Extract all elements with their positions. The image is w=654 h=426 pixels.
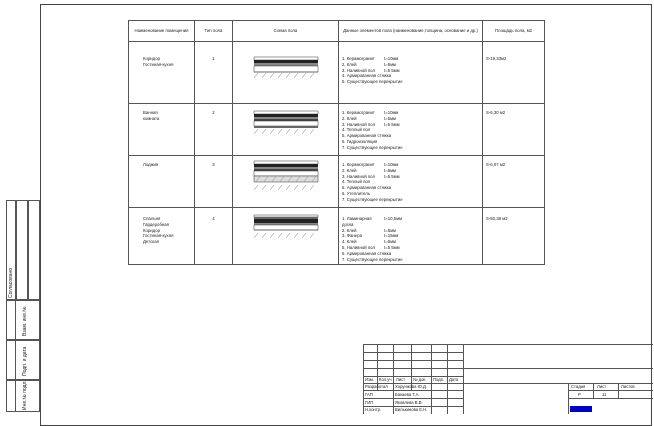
col-izm: Изм.	[365, 377, 374, 382]
layer-item: 7. Существующее перекрытие	[342, 144, 403, 150]
room-name: Спальня	[143, 216, 161, 221]
role-name: Хорунжова Ю.Д.	[395, 384, 427, 389]
layer-item: 4. Армированная стяжка	[342, 73, 392, 79]
layer-item: 2. Клей t=5мм	[342, 115, 397, 121]
elements-cell	[339, 104, 483, 156]
room-cell	[129, 156, 195, 208]
role-name: Яковлева В.В.	[395, 400, 423, 405]
layer-item: 5. Наливной пол t=5 5мм	[342, 244, 400, 250]
room-name: Лоджия	[143, 162, 159, 167]
layer-item: 4. Теплый пол	[342, 179, 371, 185]
role-label: Н.контр.	[365, 407, 382, 412]
area-cell: S-19,33м2	[483, 42, 545, 104]
title-block	[363, 344, 653, 414]
floor-section-diagram	[252, 160, 320, 194]
type-cell: 3	[195, 156, 233, 208]
floor-section-diagram	[252, 110, 320, 138]
room-name: Ванная	[143, 110, 158, 115]
role-name: Вилькинова Е.Н.	[395, 407, 428, 412]
room-name: комната	[143, 115, 160, 121]
type-cell: 4	[195, 208, 233, 265]
floor-table	[128, 20, 545, 265]
stage-value: Р	[578, 392, 581, 397]
side-stamp	[6, 200, 40, 412]
sign-date-label: Подп. и дата	[22, 346, 28, 376]
room-cell	[129, 42, 195, 104]
company-logo	[570, 406, 592, 412]
area-cell: S-6,07 м2	[483, 156, 545, 208]
layer-item: 5. Существующее перекрытие	[342, 79, 403, 85]
elements-cell	[339, 156, 483, 208]
layer-item: 1. Керамогранит t=10мм	[342, 110, 399, 115]
sheet-value: 11	[602, 392, 607, 397]
room-name: Коридор	[143, 227, 160, 233]
floor-section-diagram	[252, 56, 320, 82]
elements-cell	[339, 42, 483, 104]
layer-item: 7. Существующее перекрытие	[342, 196, 403, 202]
scheme-cell	[233, 156, 339, 208]
type-cell: 1	[195, 42, 233, 104]
area-cell: S-50,38 м2	[483, 208, 545, 265]
room-name: Коридор	[143, 56, 160, 61]
layer-item: 3. Наливной пол t=5 5мм	[342, 67, 400, 73]
col-sign: Подп.	[433, 377, 445, 382]
role-label: ГАП	[365, 392, 373, 397]
room-cell	[129, 208, 195, 265]
stage-label: Стадия	[571, 384, 586, 389]
layer-item: 5. Армированная стяжка	[342, 133, 392, 139]
layer-item: 1. Керамогранит t=10мм	[342, 56, 399, 61]
inv-orig-label: Инв.№ подл.	[22, 380, 28, 410]
layer-item: 6. Армированная стяжка	[342, 250, 392, 256]
layer-item: 2. Клей t=5мм	[342, 227, 397, 233]
role-name: Бакаева Т.А.	[395, 392, 420, 397]
layer-item: 3. Фанера t=15мм	[342, 233, 399, 239]
layer-item: 3. Наливной пол t=5 5мм	[342, 173, 400, 179]
layer-item: 1. Керамогранит t=10мм	[342, 162, 399, 167]
floor-section-diagram	[252, 214, 320, 242]
header-elements: Данные элементов пола (наименование,толщина, основание и др.)	[339, 21, 483, 42]
room-name: Гардеробная	[143, 221, 169, 227]
type-cell: 2	[195, 104, 233, 156]
layer-item: 6. Гидроизоляция	[342, 138, 378, 144]
table-row	[129, 104, 545, 156]
agreed-label: Согласовано	[8, 267, 14, 298]
table-row	[129, 42, 545, 104]
col-list: Лист	[396, 377, 406, 382]
layer-item: 4. Теплый пол	[342, 127, 371, 133]
layer-item: 2. Клей t=5мм	[342, 167, 397, 173]
layer-item: 6. Утеплитель	[342, 190, 370, 196]
room-name: Гостиная-кухня	[143, 61, 174, 67]
inv-replace-label: Взам. инв.№	[22, 306, 28, 336]
room-name: Детская	[143, 239, 159, 245]
area-cell: S-6,30 м2	[483, 104, 545, 156]
layer-item: 4. Клей t=5мм	[342, 239, 397, 245]
layer-item: 5. Армированная стяжка	[342, 185, 392, 191]
elements-cell	[339, 208, 483, 265]
layer-item: 2. Клей t=5мм	[342, 61, 397, 67]
sheet-label: Лист	[597, 384, 607, 389]
col-kol: Кол.уч	[379, 377, 392, 382]
header-type: Тип пола	[195, 21, 233, 42]
role-label: Разработал	[365, 384, 388, 389]
header-room: Наименование помещения	[129, 21, 195, 42]
layer-item: 7. Существующее перекрытие	[342, 256, 403, 262]
scheme-cell	[233, 104, 339, 156]
sheets-label: Листов	[621, 384, 635, 389]
header-area: Площадь пола, м2	[483, 21, 545, 42]
col-date: Дата	[449, 377, 459, 382]
layer-item: 1. Ламинарная доска t=10,5мм	[342, 216, 402, 227]
scheme-cell	[233, 208, 339, 265]
header-scheme: Схема пола	[233, 21, 339, 42]
col-doc: № док.	[413, 377, 427, 382]
table-row	[129, 208, 545, 265]
layer-item: 3. Наливной пол t=5 5мм	[342, 121, 400, 127]
role-label: ГИП	[365, 400, 374, 405]
table-header-row	[129, 21, 545, 42]
scheme-cell	[233, 42, 339, 104]
room-name: Гостиная-кухня	[143, 233, 174, 239]
table-row	[129, 156, 545, 208]
room-cell	[129, 104, 195, 156]
